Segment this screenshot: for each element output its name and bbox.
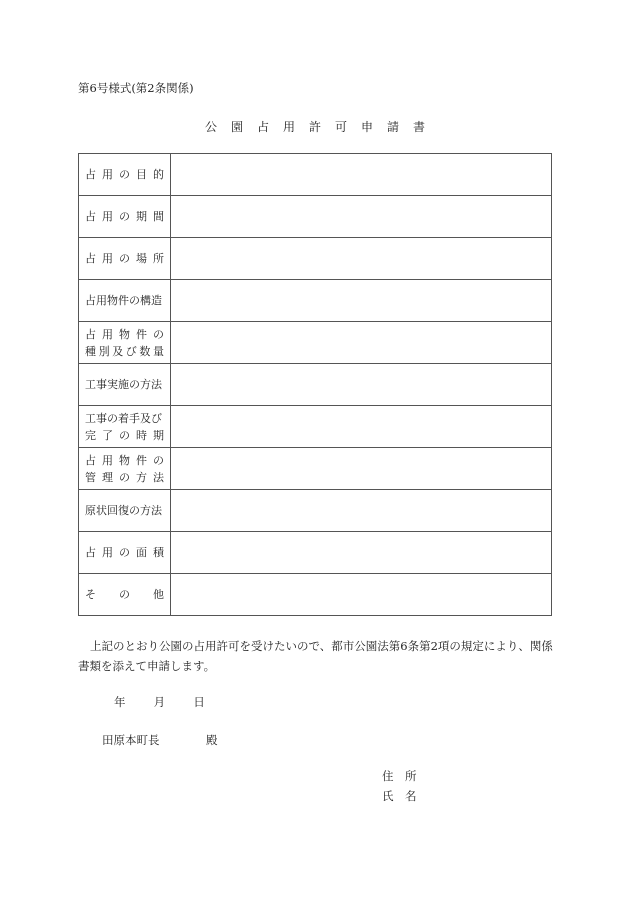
row-value-field[interactable] (171, 322, 552, 364)
form-number: 第6号様式(第2条関係) (78, 81, 194, 95)
document-title: 公園占用許可申請書 (204, 120, 439, 134)
applicant-name-label: 氏 名 (382, 789, 417, 803)
date-day: 日 (193, 695, 205, 709)
table-row (79, 322, 552, 364)
row-value-field[interactable] (171, 238, 552, 280)
row-label-line: 占 用 の 目 的 (85, 168, 164, 181)
table-row (79, 448, 552, 490)
row-label-line: 工事の着手及び (85, 411, 162, 425)
table-row (79, 196, 552, 238)
row-label (79, 406, 171, 448)
row-value-field[interactable] (171, 196, 552, 238)
table-row (79, 364, 552, 406)
table-row (79, 406, 552, 448)
row-label (79, 448, 171, 490)
row-label-line: 工事実施の方法 (85, 378, 162, 391)
date-line (114, 694, 205, 710)
addressee-honorific: 殿 (206, 733, 218, 747)
row-label (79, 196, 171, 238)
row-value-field[interactable] (171, 532, 552, 574)
application-table (78, 153, 552, 616)
addressee-name: 田原本町長 (102, 733, 160, 747)
row-label (79, 280, 171, 322)
row-value-field[interactable] (171, 574, 552, 616)
row-value-field[interactable] (171, 364, 552, 406)
table-row (79, 574, 552, 616)
row-label-line: 占用物件の構造 (85, 294, 162, 307)
row-label (79, 238, 171, 280)
row-label (79, 490, 171, 532)
table-row (79, 532, 552, 574)
table-row (79, 280, 552, 322)
row-label-line: 完 了 の 時 期 (85, 428, 164, 442)
row-value-field[interactable] (171, 406, 552, 448)
date-year: 年 (114, 695, 126, 709)
row-value-field[interactable] (171, 448, 552, 490)
row-label (79, 574, 171, 616)
row-label (79, 364, 171, 406)
row-value-field[interactable] (171, 280, 552, 322)
date-month: 月 (153, 695, 166, 709)
row-label (79, 532, 171, 574)
table-row (79, 238, 552, 280)
row-label-line: 種 別 及 び 数 量 (85, 344, 164, 358)
row-value-field[interactable] (171, 490, 552, 532)
row-label (79, 322, 171, 364)
row-label-line: そ の 他 (85, 588, 164, 601)
statement-text: 上記のとおり公園の占用許可を受けたいので、都市公園法第6条第2項の規定により、関係書類を添えて申請します。 (78, 639, 553, 673)
row-label (79, 154, 171, 196)
row-label-line: 占 用 の 面 積 (85, 546, 164, 559)
row-label-line: 原状回復の方法 (85, 504, 162, 517)
row-label-line: 占 用 物 件 の (85, 327, 164, 341)
row-label-line: 占 用 物 件 の (85, 453, 164, 467)
row-label-line: 管 理 の 方 法 (85, 470, 164, 484)
row-label-line: 占 用 の 期 間 (85, 210, 164, 223)
table-row (79, 490, 552, 532)
row-label-line: 占 用 の 場 所 (85, 252, 164, 265)
row-value-field[interactable] (171, 154, 552, 196)
applicant-address-label: 住 所 (382, 769, 417, 783)
table-row (79, 154, 552, 196)
